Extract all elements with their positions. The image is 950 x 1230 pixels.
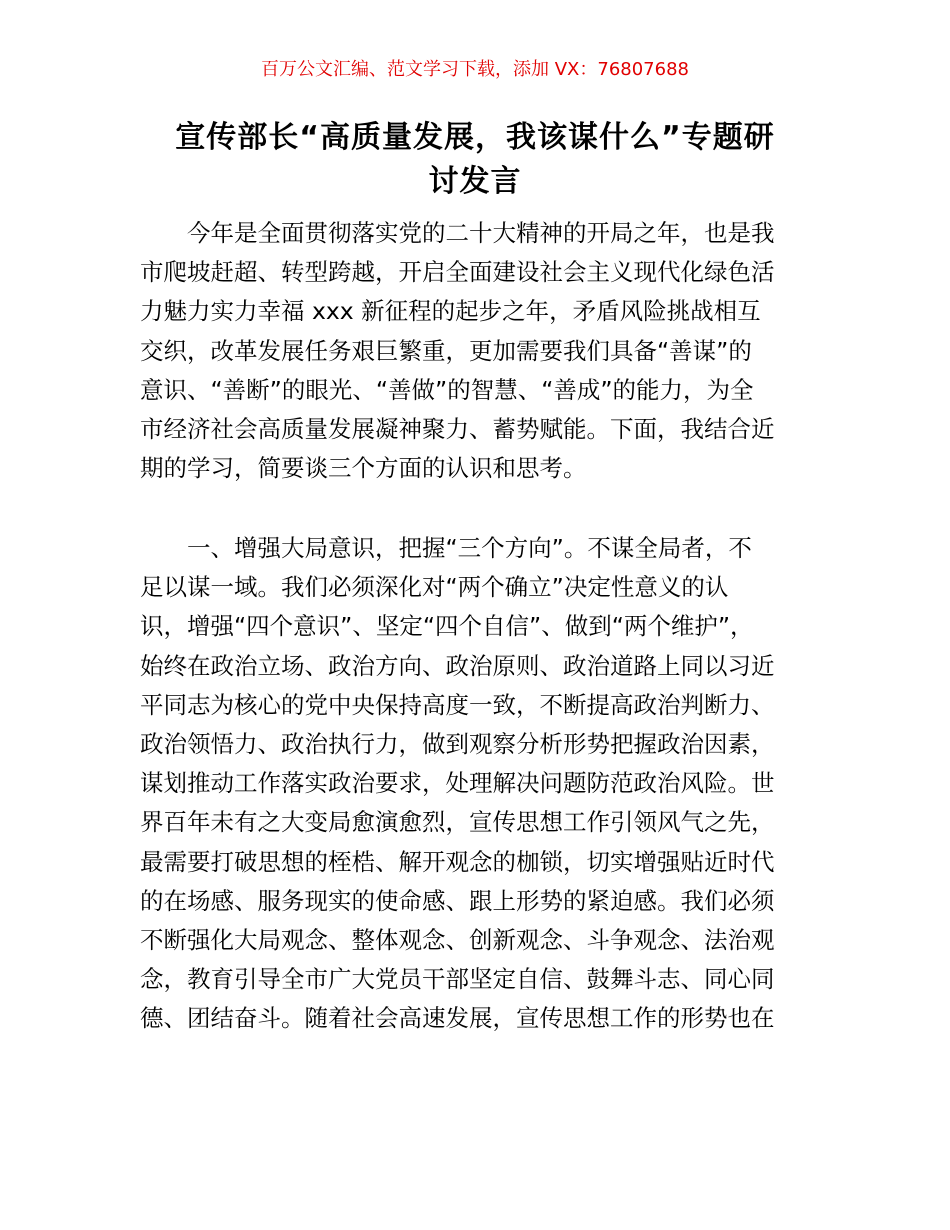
text-line: 政治领悟力、政治执行力，做到观察分析形势把握政治因素， — [140, 730, 775, 759]
text-line: 德、团结奋斗。随着社会高速发展，宣传思想工作的形势也在 — [140, 1004, 775, 1033]
text-line: 谋划推动工作落实政治要求，处理解决问题防范政治风险。世 — [140, 769, 775, 798]
text-line: 不断强化大局观念、整体观念、创新观念、斗争观念、法治观 — [140, 926, 775, 955]
text-line: 今年是全面贯彻落实党的二十大精神的开局之年，也是我 — [140, 219, 775, 247]
title-line: 宣传部长“高质量发展，我该谋什么”专题研 — [175, 120, 775, 155]
text-line: 足以谋一域。我们必须深化对“两个确立”决定性意义的认 — [140, 573, 729, 602]
text-line: 始终在政治立场、政治方向、政治原则、政治道路上同以习近 — [140, 651, 775, 680]
text-line: 交织，改革发展任务艰巨繁重，更加需要我们具备“善谋”的 — [140, 336, 752, 365]
header-note: 百万公文汇编、范文学习下载，添加 VX：76807688 — [261, 59, 689, 80]
text-line: 市爬坡赶超、转型跨越，开启全面建设社会主义现代化绿色活 — [140, 258, 775, 287]
text-line: 界百年未有之大变局愈演愈烈，宣传思想工作引领风气之先， — [140, 808, 775, 837]
text-line: 市经济社会高质量发展凝神聚力、蓄势赋能。下面，我结合近 — [140, 415, 775, 444]
text-line: 力魅力实力幸福 xxx 新征程的起步之年，矛盾风险挑战相互 — [140, 297, 761, 326]
text-line: 识，增强“四个意识”、坚定“四个自信”、做到“两个维护”， — [140, 612, 754, 641]
text-line: 念，教育引导全市广大党员干部坚定自信、鼓舞斗志、同心同 — [140, 965, 775, 994]
text-line: 的在场感、服务现实的使命感、跟上形势的紧迫感。我们必须 — [140, 886, 775, 915]
text-line: 一、增强大局意识，把握“三个方向”。不谋全局者，不 — [140, 534, 752, 562]
text-line: 最需要打破思想的桎梏、解开观念的枷锁，切实增强贴近时代 — [140, 847, 775, 876]
text-line: 期的学习，简要谈三个方面的认识和思考。 — [140, 454, 587, 483]
text-line: 平同志为核心的党中央保持高度一致，不断提高政治判断力、 — [140, 690, 775, 719]
text-line: 意识、“善断”的眼光、“善做”的智慧、“善成”的能力，为全 — [140, 375, 754, 404]
paragraph-intro — [140, 214, 812, 488]
paragraph-text — [140, 214, 812, 488]
paragraph-text — [140, 529, 812, 1039]
title-line: 讨发言 — [428, 164, 522, 199]
document-title — [140, 116, 810, 204]
paragraph-section-one — [140, 529, 812, 1039]
